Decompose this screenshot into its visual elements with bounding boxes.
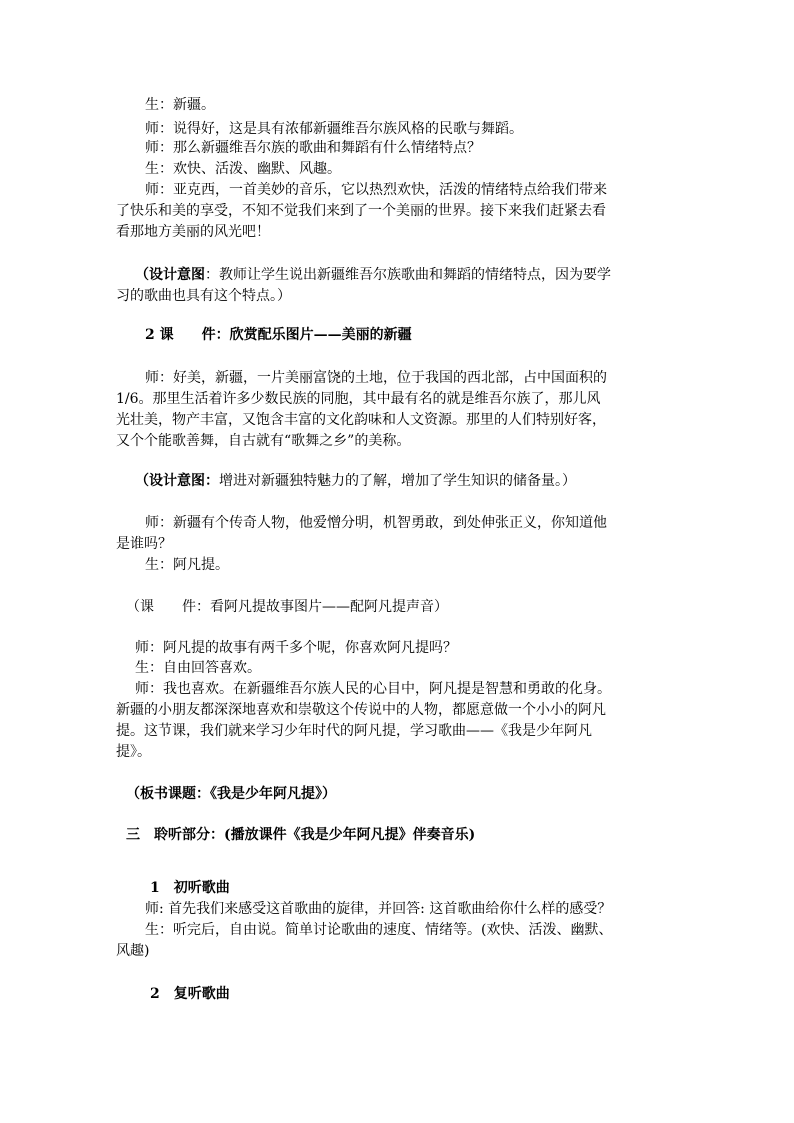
design-intent-label: （设计意图 bbox=[135, 267, 205, 283]
dialogue-line: 生：阿凡提。 bbox=[145, 557, 229, 573]
section-heading: 2 课 件：欣赏配乐图片——美丽的新疆 bbox=[145, 327, 412, 343]
dialogue-line: 提。这节课，我们就来学习少年时代的阿凡提，学习歌曲——《我是少年阿凡 bbox=[116, 723, 592, 739]
dialogue-line: 新疆的小朋友都深深地喜欢和崇敬这个传说中的人物，都愿意做一个小小的阿凡 bbox=[116, 702, 606, 718]
dialogue-line: 师：阿凡提的故事有两千多个呢，你喜欢阿凡提吗？ bbox=[135, 640, 457, 656]
dialogue-line: 师: 首先我们来感受这首歌曲的旋律，并回答: 这首歌曲给你什么样的感受？ bbox=[145, 901, 612, 917]
dialogue-line: 生：自由回答喜欢。 bbox=[135, 660, 261, 676]
paragraph-line: 光壮美，物产丰富，又饱含丰富的文化韵味和人文资源。那里的人们特别好客， bbox=[116, 412, 606, 428]
design-intent-note: 习的歌曲也具有这个特点。） bbox=[116, 288, 291, 304]
design-intent-text: 增进对新疆独特魅力的了解，增加了学生知识的储备量。） bbox=[219, 473, 576, 489]
dialogue-line: 生：新疆。 bbox=[145, 97, 215, 113]
dialogue-line: 生：欢快、活泼、幽默、风趣。 bbox=[145, 161, 341, 177]
design-intent-note bbox=[135, 472, 695, 491]
board-title-note: （板书课题：《我是少年阿凡提》） bbox=[126, 786, 336, 802]
dialogue-line: 了快乐和美的享受，不知不觉我们来到了一个美丽的世界。接下来我们赶紧去看 bbox=[116, 203, 606, 219]
paragraph-line: 师：好美，新疆，一片美丽富饶的土地，位于我国的西北部，占中国面积的 bbox=[145, 370, 607, 386]
dialogue-line: 生：听完后，自由说。简单讨论歌曲的速度、情绪等。(欢快、活泼、幽默、 bbox=[145, 922, 613, 938]
dialogue-line: 看那地方美丽的风光吧！ bbox=[116, 224, 270, 240]
subsection-heading: 2 复听歌曲 bbox=[150, 986, 230, 1002]
paragraph-line: 1/6。那里生活着许多少数民族的同胞，其中最有名的就是维吾尔族了，那儿风 bbox=[116, 391, 601, 407]
dialogue-line: 提》。 bbox=[116, 744, 151, 760]
section-heading: 三 聆听部分：(播放课件《我是少年阿凡提》伴奏音乐) bbox=[126, 827, 476, 843]
dialogue-line: 是谁吗？ bbox=[116, 536, 172, 552]
subsection-heading: 1 初听歌曲 bbox=[150, 880, 230, 896]
dialogue-line: 师：那么新疆维吾尔族的歌曲和舞蹈有什么情绪特点？ bbox=[145, 140, 481, 156]
design-intent-note bbox=[135, 266, 695, 285]
dialogue-line: 师：亚克西，一首美妙的音乐，它以热烈欢快，活泼的情绪特点给我们带来 bbox=[145, 182, 607, 198]
dialogue-line: 师：新疆有个传奇人物，他爱憎分明，机智勇敢，到处伸张正义，你知道他 bbox=[145, 515, 607, 531]
paragraph-line: 又个个能歌善舞，自古就有“歌舞之乡”的美称。 bbox=[116, 433, 411, 449]
design-intent-text: ：教师让学生说出新疆维吾尔族歌曲和舞蹈的情绪特点，因为要学 bbox=[205, 267, 611, 283]
dialogue-line: 师：我也喜欢。在新疆维吾尔族人民的心目中，阿凡提是智慧和勇敢的化身。 bbox=[135, 681, 611, 697]
design-intent-label: （设计意图： bbox=[135, 473, 219, 489]
dialogue-line: 师：说得好，这是具有浓郁新疆维吾尔族风格的民歌与舞蹈。 bbox=[145, 121, 523, 137]
dialogue-line: 风趣) bbox=[116, 943, 150, 959]
courseware-note: （课 件：看阿凡提故事图片——配阿凡提声音） bbox=[126, 599, 448, 615]
